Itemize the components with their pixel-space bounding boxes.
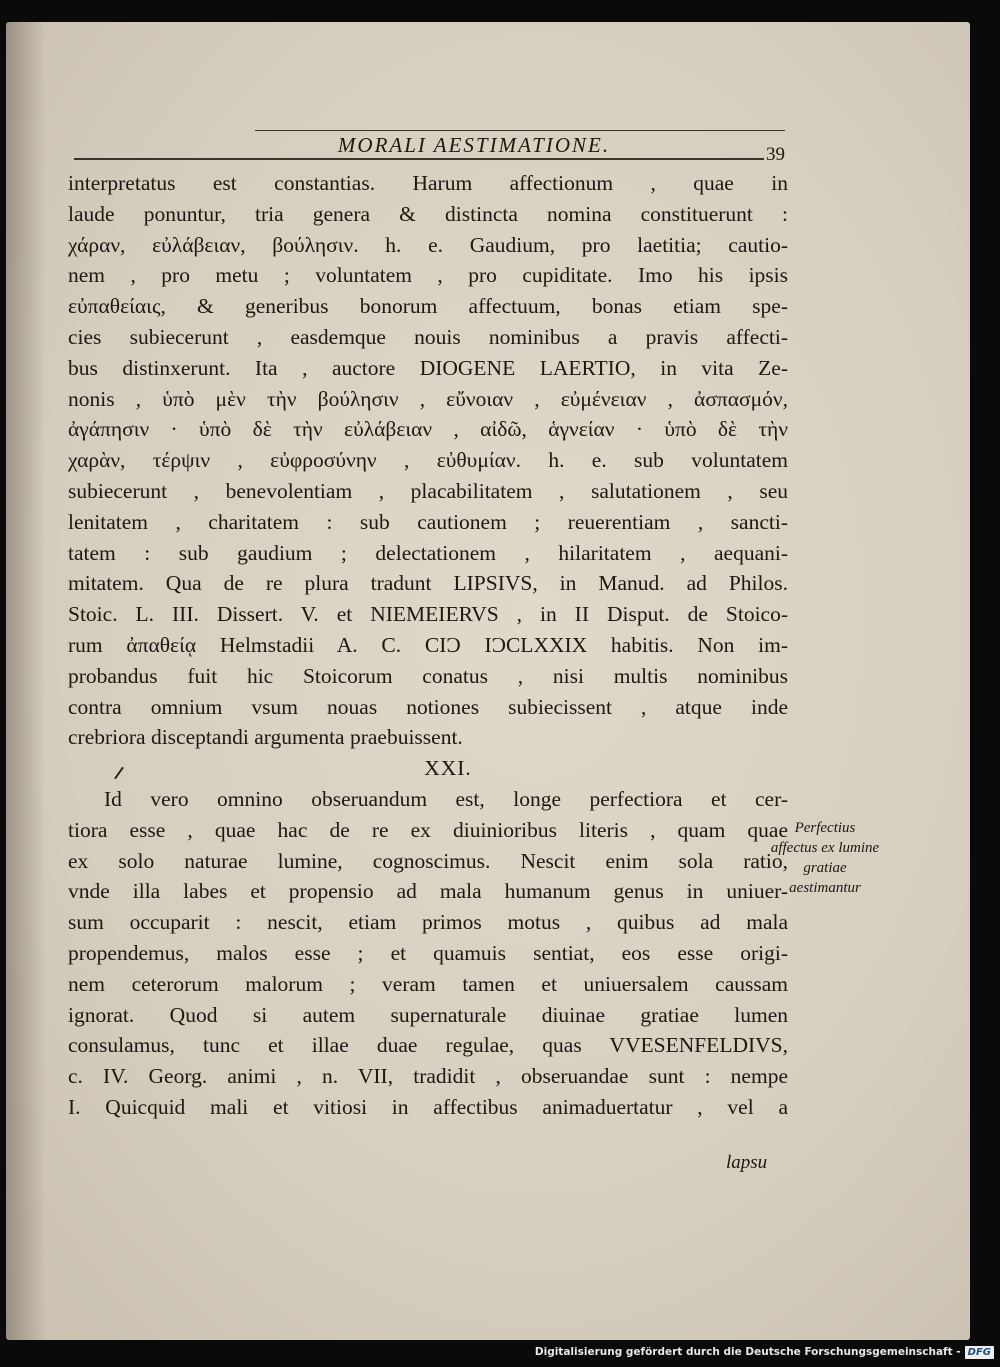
text-line: nem ceterorum malorum ; veram tamen et uniuersalem caussam [68, 971, 788, 996]
text-line: interpretatus est constantias. Harum affectionum , quae in [68, 171, 788, 195]
text-line: c. IV. Georg. animi , n. VII, tradidit , obseruandae sunt : nempe [68, 1064, 788, 1089]
text-line: bus distinxerunt. Ita , auctore DIOGENE LAERTIO, in vita Ze- [68, 355, 788, 380]
text-line: propendemus, malos esse ; et quamuis sentiat, eos esse origi- [68, 940, 788, 965]
text-line: χάραν, εὐλάβειαν, βούλησιν. h. e. Gaudium, pro laetitia; cautio- [68, 232, 788, 257]
text-line: rum ἀπαθείᾳ Helmstadii A. C. CIƆ IƆCLXXIX habitis. Non im- [68, 632, 788, 657]
text-line: sum occuparit : nescit, etiam primos motus , quibus ad mala [68, 910, 788, 935]
body-text [68, 168, 788, 1123]
text-line: tiora esse , quae hac de re ex diuinioribus literis , quam quae [68, 817, 788, 842]
text-line: contra omnium vsum nouas notiones subiecissent , atque inde [68, 694, 788, 719]
text-line: nem , pro metu ; voluntatem , pro cupiditate. Imo his ipsis [68, 263, 788, 288]
text-line: laude ponuntur, tria genera & distincta nomina constituerunt : [68, 201, 788, 226]
dfg-logo: DFG [965, 1346, 994, 1359]
page-gutter-shadow [6, 22, 46, 1340]
text-line: Id vero omnino obseruandum est, longe perfectiora et cer- [104, 786, 788, 811]
text-line: ex solo naturae lumine, cognoscimus. Nescit enim sola ratio, [68, 848, 788, 873]
header-rule-top [255, 130, 785, 131]
text-line: Stoic. L. III. Dissert. V. et NIEMEIERVS , in II Disput. de Stoico- [68, 602, 788, 627]
text-line: crebriora disceptandi argumenta praebuissent. [68, 725, 463, 750]
text-line: mitatem. Qua de re plura tradunt LIPSIVS, in Manud. ad Philos. [68, 571, 788, 596]
text-line: nonis , ὑπὸ μὲν τὴν βούλησιν , εὔνοιαν , εὐμένειαν , ἀσπασμόν, [68, 386, 788, 411]
running-head: MORALI AESTIMATIONE. [337, 133, 611, 157]
header-rule-bottom [74, 158, 764, 160]
text-line: probandus fuit hic Stoicorum conatus , nisi multis nominibus [68, 663, 788, 688]
text-line: εὐπαθείαις, & generibus bonorum affectuum, bonas etiam spe- [68, 294, 788, 319]
text-line: tatem : sub gaudium ; delectationem , hilaritatem , aequani- [68, 540, 788, 565]
text-line: consulamus, tunc et illae duae regulae, quas VVESENFELDIVS, [68, 1033, 788, 1058]
page-number: 39 [766, 144, 785, 165]
margin-note: Perfectius affectus ex lumine gratiae aestimantur [770, 820, 880, 896]
text-line: ἀγάπησιν · ὑπὸ δὲ τὴν εὐλάβειαν , αἰδῶ, ἁγνείαν · ὑπὸ δὲ τὴν [68, 417, 788, 442]
catchword: lapsu [726, 1152, 768, 1173]
text-line: χαρὰν, τέρψιν , εὐφροσύνην , εὐθυμίαν. h. e. sub voluntatem [68, 448, 788, 473]
footer-credit: Digitalisierung gefördert durch die Deutsche Forschungsgemeinschaft - [534, 1346, 961, 1358]
text-line: ignorat. Quod si autem supernaturale diuinae gratiae lumen [68, 1002, 788, 1027]
section-number: XXI. [424, 756, 472, 781]
text-line: subiecerunt , benevolentiam , placabilitatem , salutationem , seu [68, 478, 788, 503]
digitization-footer [535, 1343, 994, 1361]
text-line: cies subiecerunt , easdemque nouis nominibus a pravis affecti- [68, 324, 788, 349]
text-line: I. Quicquid mali et vitiosi in affectibus animaduertatur , vel a [68, 1094, 788, 1119]
text-line: vnde illa labes et propensio ad mala humanum genus in uniuer- [68, 879, 788, 904]
text-line: lenitatem , charitatem : sub cautionem ; reuerentiam , sancti- [68, 509, 788, 534]
